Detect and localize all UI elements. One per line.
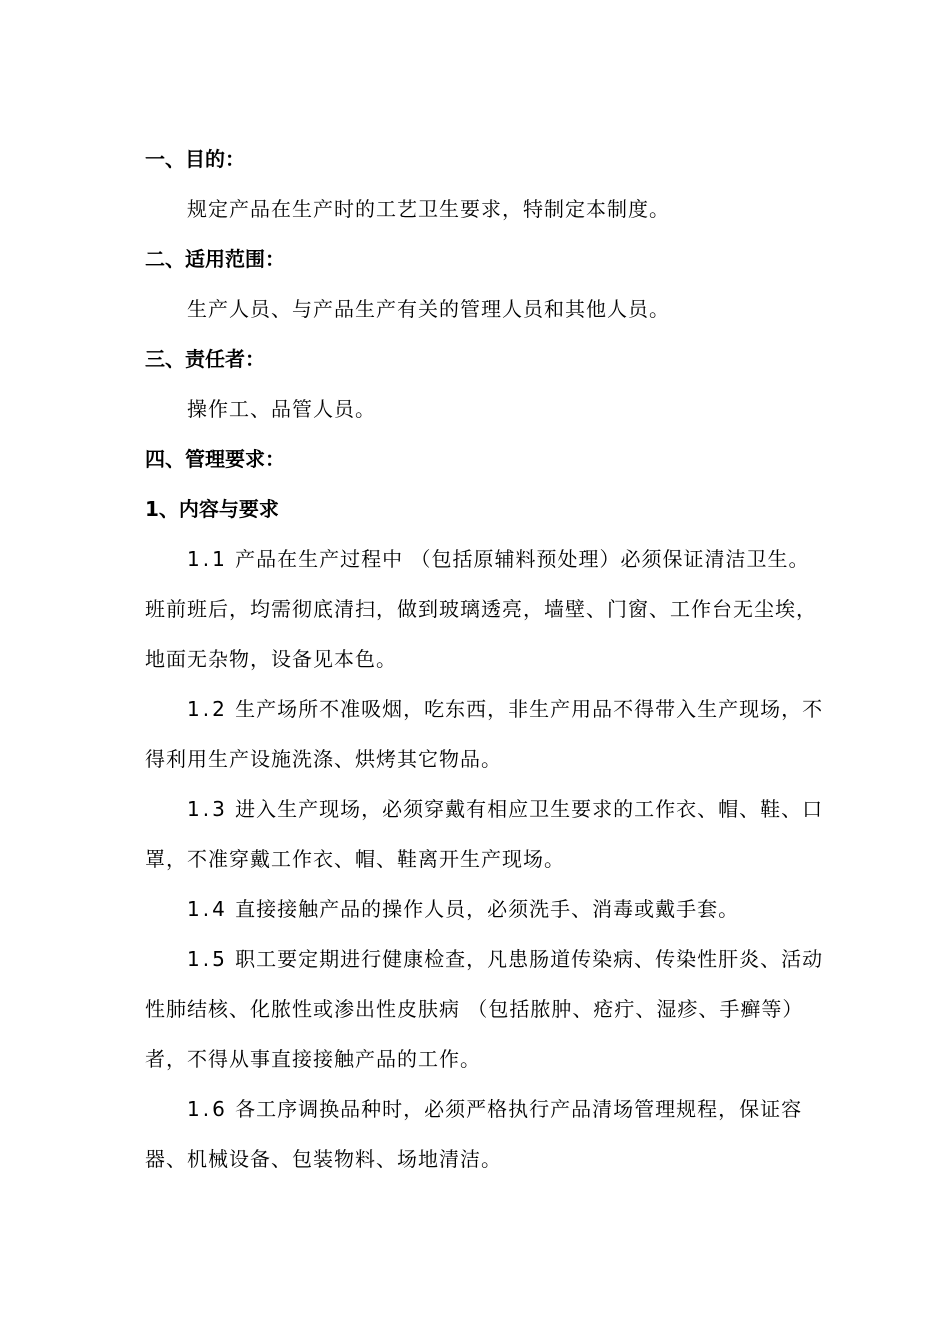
section-heading-purpose: 一、目的： [145, 147, 245, 171]
requirement-item [145, 684, 825, 784]
section-heading-requirements: 四、管理要求： [145, 447, 285, 471]
section-text-scope: 生产人员、与产品生产有关的管理人员和其他人员。 [187, 297, 670, 321]
requirement-item [145, 934, 825, 1084]
requirement-item [145, 784, 825, 884]
requirement-number: 1.2 [187, 697, 228, 721]
requirement-text: 产品在生产过程中 （包括原辅料预处理）必须保证清洁卫生。班前班后，均需彻底清扫，做到玻璃透亮，墙壁、门窗、工作台无尘埃，地面无杂物，设备见本色。 [145, 547, 817, 671]
requirement-number: 1.1 [187, 547, 228, 571]
requirement-text: 直接接触产品的操作人员，必须洗手、消毒或戴手套。 [235, 897, 740, 921]
requirement-item [145, 534, 825, 684]
requirement-text: 进入生产现场，必须穿戴有相应卫生要求的工作衣、帽、鞋、口罩，不准穿戴工作衣、帽、鞋离开生产现场。 [145, 797, 824, 871]
requirement-text: 职工要定期进行健康检查，凡患肠道传染病、传染性肝炎、活动性肺结核、化脓性或渗出性皮肤病 （包括脓肿、疮疔、湿疹、手癣等）者，不得从事直接接触产品的工作。 [145, 947, 824, 1071]
requirement-item [145, 1084, 825, 1184]
section-heading-responsible: 三、责任者： [145, 347, 265, 371]
requirement-text: 各工序调换品种时，必须严格执行产品清场管理规程，保证容器、机械设备、包装物料、场地清洁。 [145, 1097, 803, 1171]
requirement-number: 1.4 [187, 897, 228, 921]
section-text-responsible: 操作工、品管人员。 [187, 397, 376, 421]
section-heading-scope: 二、适用范围： [145, 247, 285, 271]
document-page [145, 134, 825, 1184]
subsection-heading-content: 1、内容与要求 [145, 497, 279, 521]
requirement-text: 生产场所不准吸烟，吃东西，非生产用品不得带入生产现场，不得利用生产设施洗涤、烘烤其它物品。 [145, 697, 824, 771]
section-text-purpose: 规定产品在生产时的工艺卫生要求，特制定本制度。 [187, 197, 670, 221]
requirement-item [145, 884, 825, 934]
requirement-number: 1.6 [187, 1097, 228, 1121]
requirement-number: 1.5 [187, 947, 228, 971]
requirement-number: 1.3 [187, 797, 228, 821]
